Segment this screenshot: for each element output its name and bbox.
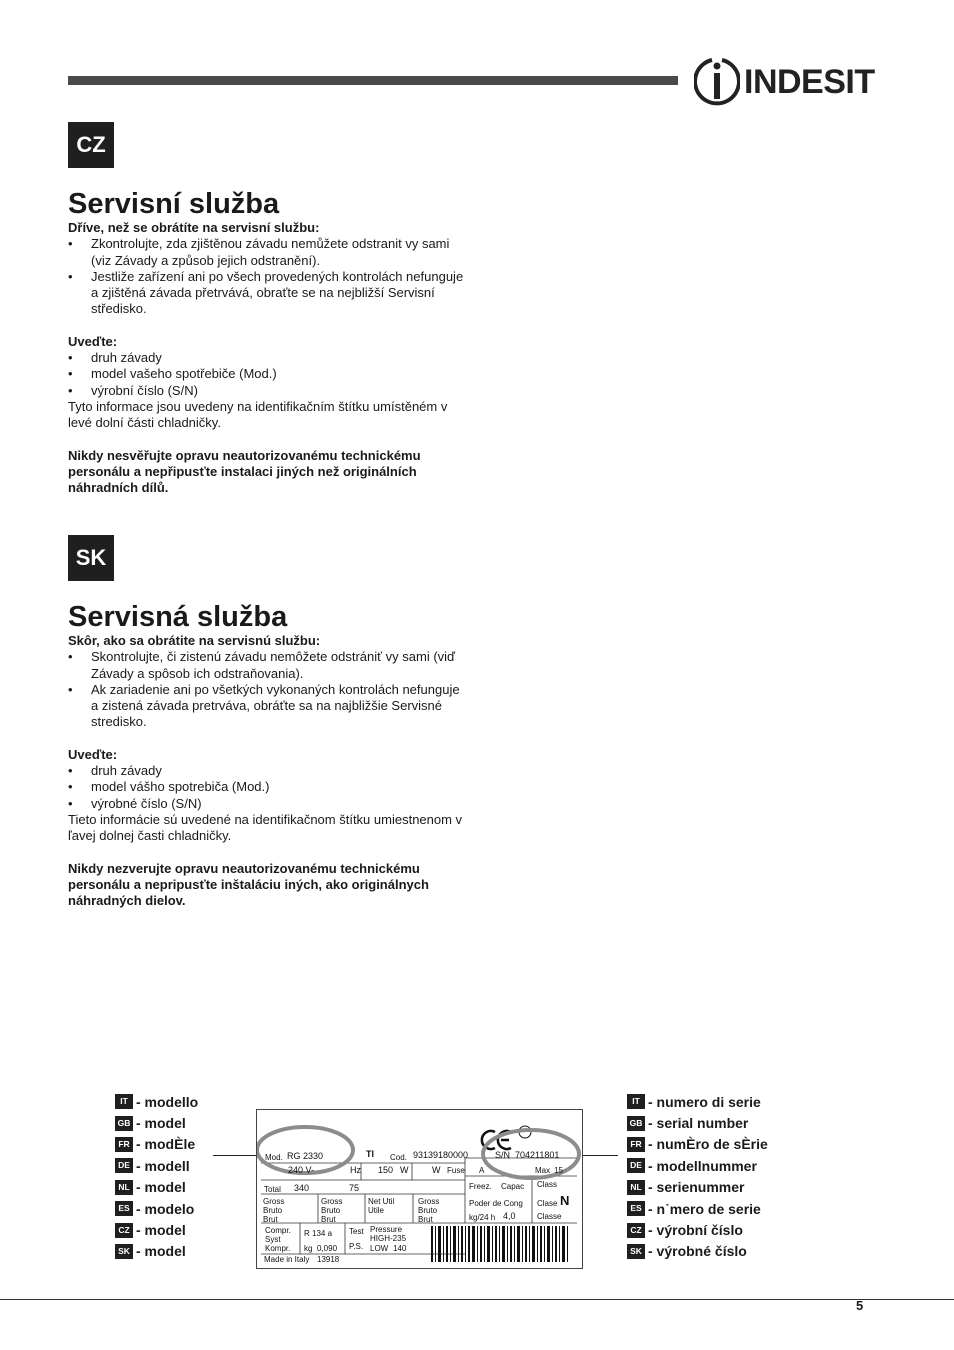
flag-gb: GB — [627, 1116, 645, 1131]
legend-row — [627, 1112, 768, 1133]
state-list — [68, 350, 468, 399]
plate-test: Test — [349, 1227, 364, 1236]
plate-clase: Clase — [537, 1199, 558, 1208]
plate-hz: Hz — [350, 1165, 361, 1175]
info-text: Tieto informácie sú uvedené na identifikačnom štítku umiestnenom v ľavej dolnej časti chladničky. — [68, 811, 463, 844]
plate-amp: A — [479, 1166, 485, 1175]
legend-text: - modellnummer — [648, 1157, 757, 1174]
section-intro: Skôr, ako sa obrátite na servisnú službu: — [68, 633, 321, 648]
plate-w2: W — [432, 1165, 441, 1175]
flag-gb: GB — [115, 1116, 133, 1131]
serial-connector-line — [578, 1155, 618, 1156]
legend-text: - model — [136, 1115, 186, 1132]
brand-name: INDESIT — [744, 62, 875, 101]
legend-row — [627, 1241, 768, 1262]
legend-row — [115, 1091, 198, 1112]
plate-cod-value: 93139180000 — [413, 1150, 469, 1160]
plate-gross-1: Gross Bruto Brut — [263, 1197, 285, 1224]
flag-it: IT — [627, 1094, 645, 1109]
flag-cz: CZ — [627, 1223, 645, 1238]
flag-sk: SK — [627, 1244, 645, 1259]
plate-gross-2: Gross Bruto Brut — [321, 1197, 343, 1224]
list-item: • model vašeho spotřebiče (Mod.) — [68, 366, 468, 382]
plate-kompr: Kompr. — [265, 1244, 291, 1253]
list-item: • Ak zariadenie ani po všetkých vykonaných kontrolách nefunguje a zistená závada pretrváva, obráťte sa na najbližšie Servisné stredisko. — [68, 682, 468, 731]
plate-w: W — [400, 1165, 409, 1175]
plate-refrigerant: R 134 a — [304, 1229, 333, 1238]
plate-voltage: 240 V- — [288, 1165, 315, 1175]
plate-ti: TI — [366, 1149, 374, 1159]
plate-class: Class — [537, 1180, 558, 1189]
plate-total: Total — [264, 1185, 281, 1194]
legend-text: - model — [136, 1179, 186, 1196]
flag-it: IT — [115, 1094, 133, 1109]
rating-plate — [256, 1109, 583, 1269]
plate-max: Max — [535, 1166, 551, 1175]
legend-row — [115, 1112, 198, 1133]
legend-text: - modello — [136, 1093, 199, 1110]
state-list — [68, 763, 468, 812]
plate-poder: Poder de Cong — [469, 1199, 523, 1208]
flag-nl: NL — [627, 1180, 645, 1195]
plate-kg24-value: 4,0 — [503, 1211, 516, 1221]
plate-kg24: kg/24 h — [469, 1213, 496, 1222]
legend-row — [627, 1134, 768, 1155]
legend-text: - modell — [136, 1157, 190, 1174]
plate-total-value: 340 — [294, 1183, 310, 1193]
legend-text: - model — [136, 1243, 186, 1260]
plate-clase-value: N — [560, 1193, 570, 1208]
legend-text: - model — [136, 1222, 186, 1239]
legend-text: - modelo — [136, 1200, 195, 1217]
legend-row — [627, 1198, 768, 1219]
plate-net: Net Util Utile — [368, 1197, 395, 1215]
plate-max-value: 15 — [554, 1166, 563, 1175]
plate-low-value: 140 — [393, 1244, 407, 1253]
legend-text: - serial number — [648, 1115, 749, 1132]
legend-text: - numÈro de sÈrie — [648, 1136, 768, 1153]
list-item: • Jestliže zařízení ani po všech provedených kontrolách nefunguje a zjištěná závada přetrvává, obraťte se na nejbližší Servisní středisko. — [68, 269, 468, 318]
section-title: Servisná služba — [68, 601, 288, 633]
list-item: • druh závady — [68, 350, 468, 366]
state-heading: Uveďte: — [68, 333, 118, 349]
legend-row — [115, 1241, 198, 1262]
legend-text: - serienummer — [648, 1179, 745, 1196]
plate-classe: Classe — [537, 1212, 562, 1221]
plate-low: LOW — [370, 1244, 389, 1253]
footer-rule — [0, 1299, 954, 1300]
serial-legend — [627, 1091, 768, 1262]
legend-row — [115, 1134, 198, 1155]
state-heading: Uveďte: — [68, 746, 118, 762]
plate-high: HIGH-235 — [370, 1234, 407, 1243]
plate-made-code: 13918 — [317, 1255, 340, 1264]
flag-fr: FR — [115, 1137, 133, 1152]
legend-text: - numero di serie — [648, 1093, 761, 1110]
plate-sn-value: 704211801 — [515, 1150, 560, 1160]
flag-fr: FR — [627, 1137, 645, 1152]
list-item: • model vášho spotrebiča (Mod.) — [68, 779, 468, 795]
indesit-logo — [694, 56, 875, 108]
warning-text: Nikdy nezverujte opravu neautorizovanému technickému personálu a nepripusťte inštaláciu iných, ako originálnych náhradných dielov. — [68, 860, 429, 909]
header-rule — [68, 76, 678, 85]
section-cz — [68, 188, 468, 496]
model-connector-line — [213, 1155, 261, 1156]
plate-freezer-value: 75 — [349, 1183, 360, 1193]
legend-row — [627, 1219, 768, 1240]
lang-badge-cz: CZ — [68, 122, 114, 168]
plate-fuse: Fuse — [447, 1166, 465, 1175]
section-title: Servisní služba — [68, 188, 280, 220]
info-text: Tyto informace jsou uvedeny na identifikačním štítku umístěném v levé dolní části chladničky. — [68, 398, 448, 431]
section-intro: Dříve, než se obrátíte na servisní službu: — [68, 220, 320, 235]
legend-row — [115, 1198, 198, 1219]
list-item: • Zkontrolujte, zda zjištěnou závadu nemůžete odstranit vy sami (viz Závady a způsob jejich odstranění). — [68, 236, 468, 269]
plate-capac: Capac — [501, 1182, 525, 1191]
section-sk — [68, 601, 468, 909]
legend-row — [627, 1091, 768, 1112]
plate-compr: Compr. Syst — [265, 1226, 291, 1244]
legend-row — [115, 1177, 198, 1198]
list-item: • výrobní číslo (S/N) — [68, 383, 468, 399]
flag-de: DE — [627, 1158, 645, 1173]
flag-sk: SK — [115, 1244, 133, 1259]
legend-text: - výrobné číslo — [648, 1243, 747, 1260]
plate-freez: Freez. — [469, 1182, 492, 1191]
flag-es: ES — [627, 1201, 645, 1216]
barcode — [431, 1226, 568, 1262]
plate-gross-3: Gross Bruto Brut — [418, 1197, 440, 1224]
legend-row — [627, 1155, 768, 1176]
plate-ps: P.S. — [349, 1242, 364, 1251]
plate-mod-label: Mod. — [265, 1153, 283, 1162]
warning-text: Nikdy nesvěřujte opravu neautorizovanému technickému personálu a nepřipusťte instalaci jiných než originálních náhradních dílů. — [68, 447, 421, 496]
list-item: • druh závady — [68, 763, 468, 779]
list-item: • výrobné číslo (S/N) — [68, 796, 468, 812]
plate-pressure: Pressure — [370, 1225, 403, 1234]
list-item: • Skontrolujte, či zistenú závadu nemôžete odstrániť vy sami (viď Závady a spôsob ich odstraňovania). — [68, 649, 468, 682]
page-number: 5 — [856, 1298, 864, 1313]
plate-kg: kg — [304, 1244, 313, 1253]
legend-row — [627, 1177, 768, 1198]
legend-text: - n˙mero de serie — [648, 1200, 761, 1217]
plate-made: Made in Italy — [264, 1255, 310, 1264]
check-list — [68, 236, 468, 317]
flag-nl: NL — [115, 1180, 133, 1195]
check-list — [68, 649, 468, 730]
plate-cod-label: Cod. — [390, 1153, 407, 1162]
flag-es: ES — [115, 1201, 133, 1216]
lang-badge-sk: SK — [68, 535, 114, 581]
flag-de: DE — [115, 1158, 133, 1173]
model-legend — [115, 1091, 198, 1262]
plate-kg-value: 0,090 — [317, 1244, 338, 1253]
legend-row — [115, 1155, 198, 1176]
logo-i-icon — [694, 56, 740, 108]
plate-power: 150 — [378, 1165, 394, 1175]
legend-text: - výrobní číslo — [648, 1222, 743, 1239]
legend-row — [115, 1219, 198, 1240]
flag-cz: CZ — [115, 1223, 133, 1238]
plate-mod-value: RG 2330 — [287, 1151, 324, 1161]
plate-sn-label: S/N — [495, 1150, 511, 1160]
legend-text: - modÈle — [136, 1136, 196, 1153]
